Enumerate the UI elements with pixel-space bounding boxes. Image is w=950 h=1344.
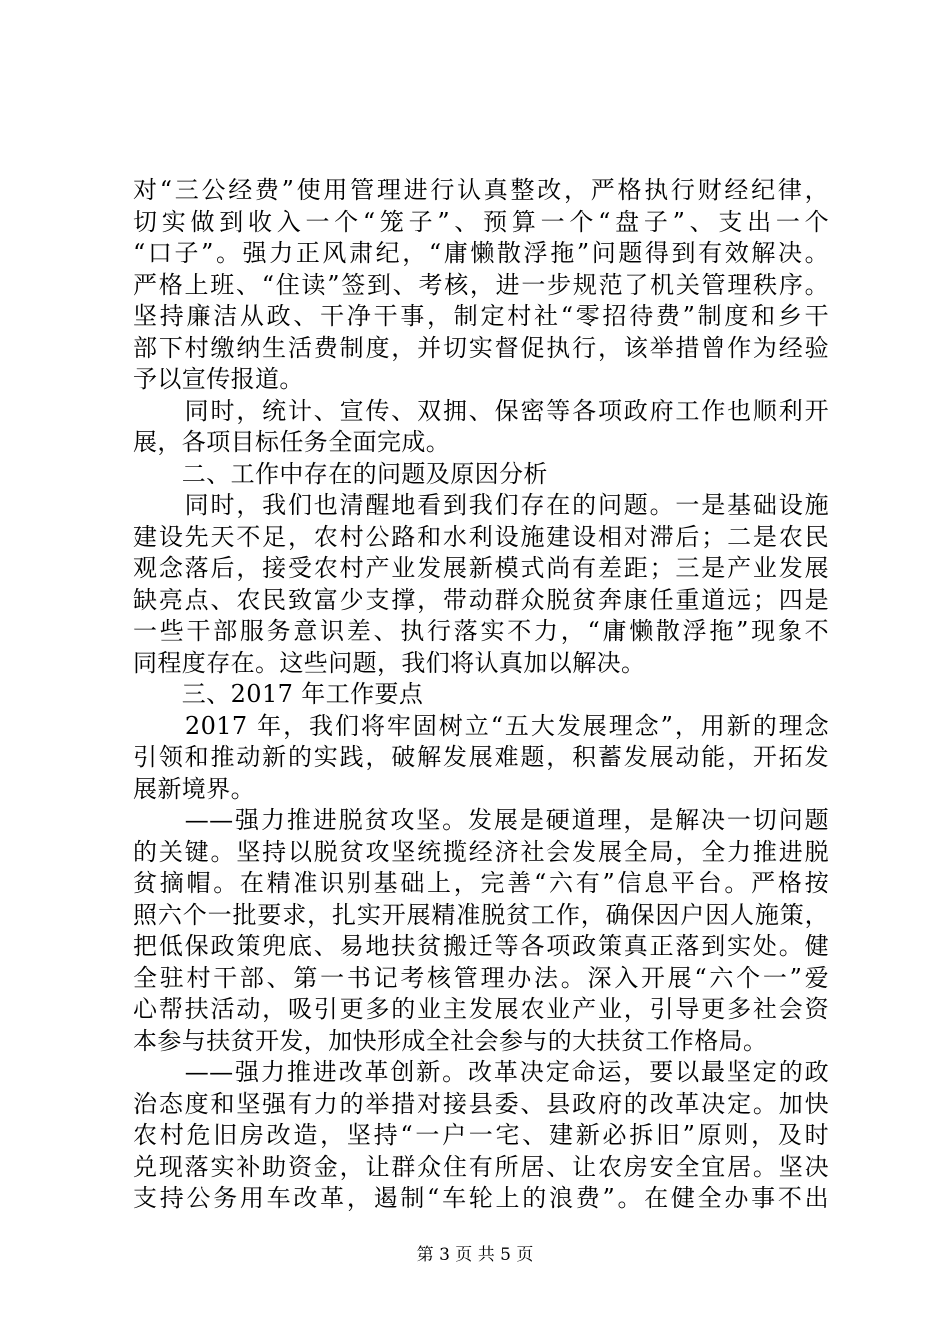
text-line: “口子”。强力正风肃纪，“庸懒散浮拖”问题得到有效解决。 bbox=[133, 239, 829, 267]
text-line: 同程度存在。这些问题，我们将认真加以解决。 bbox=[133, 648, 646, 677]
text-line: 对“三公经费”使用管理进行认真整改，严格执行财经纪律， bbox=[133, 176, 829, 204]
text-line: 建设先天不足，农村公路和水利设施建设相对滞后；二是农民 bbox=[133, 522, 829, 551]
document-body bbox=[133, 175, 829, 1215]
text-line: 同时，统计、宣传、双拥、保密等各项政府工作也顺利开 bbox=[133, 396, 829, 425]
text-line: 支持公务用车改革，遏制“车轮上的浪费”。在健全办事不出 bbox=[133, 1184, 829, 1212]
text-line: ——强力推进改革创新。改革决定命运，要以最坚定的政 bbox=[133, 1058, 829, 1086]
section-heading: 三、2017 年工作要点 bbox=[133, 680, 424, 708]
text-line: 一些干部服务意识差、执行落实不力，“庸懒散浮拖”现象不 bbox=[133, 617, 829, 645]
text-line: 展，各项目标任务全面完成。 bbox=[133, 428, 451, 456]
text-line: 2017 年，我们将牢固树立“五大发展理念”，用新的理念 bbox=[133, 711, 829, 740]
text-line: 观念落后，接受农村产业发展新模式尚有差距；三是产业发展 bbox=[133, 554, 829, 582]
text-line: 展新境界。 bbox=[133, 774, 255, 803]
text-line: 照六个一批要求，扎实开展精准脱贫工作，确保因户因人施策， bbox=[133, 900, 829, 929]
text-line: 坚持廉洁从政、干净干事，制定村社“零招待费”制度和乡干 bbox=[133, 302, 829, 330]
page-number-footer: 第 3 页 共 5 页 bbox=[416, 1245, 534, 1265]
text-line: 全驻村干部、第一书记考核管理办法。深入开展“六个一”爱 bbox=[133, 963, 829, 992]
text-line: 部下村缴纳生活费制度，并切实督促执行，该举措曾作为经验 bbox=[133, 333, 829, 362]
text-line: 缺亮点、农民致富少支撑，带动群众脱贫奔康任重道远；四是 bbox=[133, 585, 829, 614]
text-line: 予以宣传报道。 bbox=[133, 365, 304, 393]
text-line: 本参与扶贫开发，加快形成全社会参与的大扶贫工作格局。 bbox=[133, 1026, 768, 1055]
text-line: 治态度和坚强有力的举措对接县委、县政府的改革决定。加快 bbox=[133, 1089, 829, 1118]
text-line: 同时，我们也清醒地看到我们存在的问题。一是基础设施 bbox=[133, 491, 829, 519]
text-line: 贫摘帽。在精准识别基础上，完善“六有”信息平台。严格按 bbox=[133, 869, 829, 897]
text-line: ——强力推进脱贫攻坚。发展是硬道理，是解决一切问题 bbox=[133, 806, 829, 834]
text-line: 引领和推动新的实践，破解发展难题，积蓄发展动能，开拓发 bbox=[133, 743, 829, 771]
text-line: 农村危旧房改造，坚持“一户一宅、建新必拆旧”原则，及时 bbox=[133, 1121, 829, 1149]
text-line: 严格上班、“住读”签到、考核，进一步规范了机关管理秩序。 bbox=[133, 270, 829, 299]
text-line: 兑现落实补助资金，让群众住有所居、让农房安全宜居。坚决 bbox=[133, 1152, 829, 1181]
section-heading: 二、工作中存在的问题及原因分析 bbox=[133, 459, 548, 488]
text-line: 把低保政策兜底、易地扶贫搬迁等各项政策真正落到实处。健 bbox=[133, 932, 829, 960]
text-line: 的关键。坚持以脱贫攻坚统揽经济社会发展全局，全力推进脱 bbox=[133, 837, 829, 866]
text-line: 切实做到收入一个“笼子”、预算一个“盘子”、支出一个 bbox=[133, 207, 829, 236]
text-line: 心帮扶活动，吸引更多的业主发展农业产业，引导更多社会资 bbox=[133, 995, 829, 1023]
